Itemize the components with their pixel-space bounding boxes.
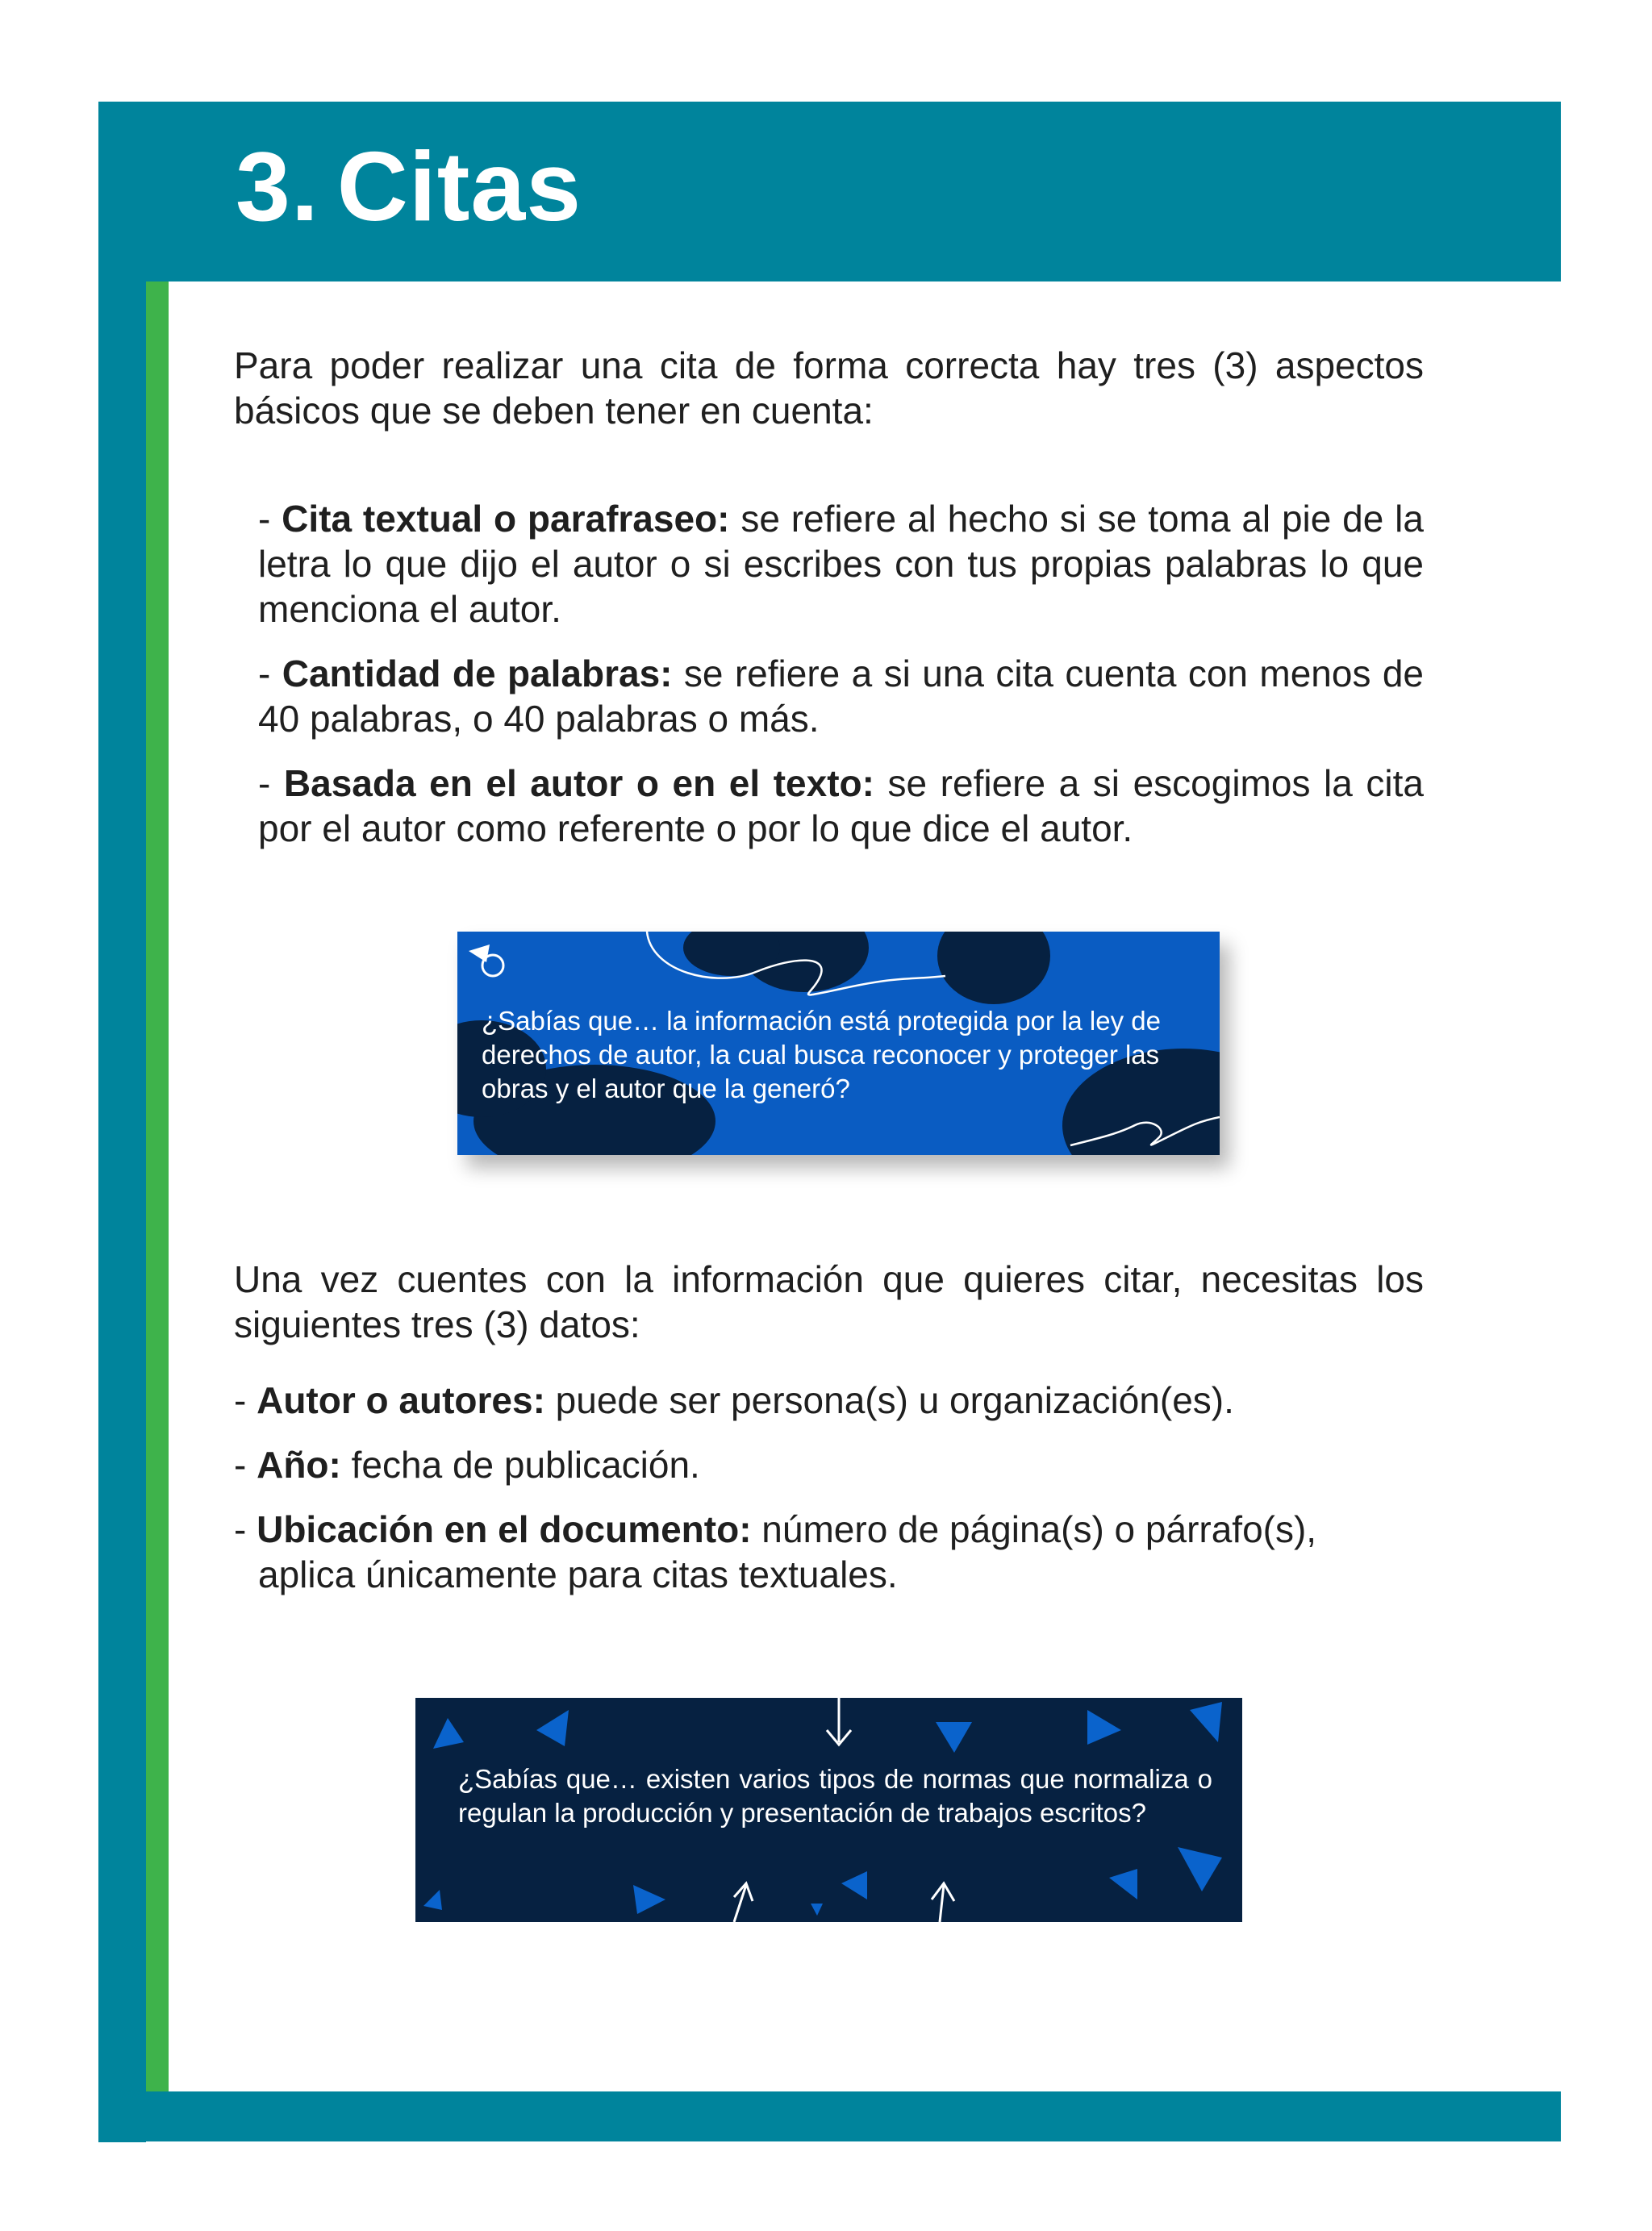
green-accent-stripe bbox=[146, 281, 169, 2091]
list-item-text: se refiere a si una cita cuenta con menos de 40 palabras, o 40 palabras o más. bbox=[258, 653, 1424, 740]
list-item-text: se refiere al hecho si se toma al pie de la letra lo que dijo el autor o si escribes con tus propias palabras lo que menciona el autor. bbox=[258, 498, 1424, 630]
list-item bbox=[234, 1378, 1424, 1423]
bottom-frame-band bbox=[98, 2091, 1561, 2141]
list-item-term: Ubicación en el documento: bbox=[257, 1508, 752, 1550]
list-item-term: Basada en el autor o en el texto: bbox=[283, 762, 874, 804]
did-you-know-callout-norms bbox=[415, 1698, 1242, 1922]
list-item-term: Autor o autores: bbox=[257, 1379, 545, 1421]
page-title bbox=[236, 131, 582, 241]
list-dash: - bbox=[234, 1508, 257, 1550]
list-item bbox=[258, 496, 1424, 632]
list-dash: - bbox=[258, 653, 282, 694]
list-item bbox=[258, 761, 1424, 851]
list-item bbox=[258, 651, 1424, 741]
did-you-know-callout-copyright bbox=[457, 932, 1220, 1155]
list-item-term: Año: bbox=[257, 1444, 341, 1486]
list-dash: - bbox=[258, 762, 284, 804]
aspects-list bbox=[258, 496, 1424, 870]
left-frame-band bbox=[98, 102, 146, 2142]
section-number: 3. bbox=[236, 131, 319, 241]
intro-paragraph: Para poder realizar una cita de forma correcta hay tres (3) aspectos básicos que se deben tener en cuenta: bbox=[234, 344, 1424, 432]
list-item-text: puede ser persona(s) u organización(es). bbox=[544, 1379, 1234, 1421]
second-intro-paragraph: Una vez cuentes con la información que quieres citar, necesitas los siguientes tres (3) datos: bbox=[234, 1258, 1424, 1345]
data-items-list bbox=[234, 1378, 1424, 1616]
list-dash: - bbox=[258, 498, 282, 540]
list-item-text: fecha de publicación. bbox=[340, 1444, 700, 1486]
list-dash: - bbox=[234, 1379, 257, 1421]
list-item-term: Cita textual o parafraseo: bbox=[282, 498, 730, 540]
callout-text: ¿Sabías que… existen varios tipos de normas que normaliza o regulan la producción y presentación de trabajos escritos? bbox=[458, 1764, 1212, 1828]
list-item-term: Cantidad de palabras: bbox=[282, 653, 673, 694]
list-dash: - bbox=[234, 1444, 257, 1486]
list-item bbox=[234, 1442, 1424, 1487]
callout-text: ¿Sabías que… la información está protegida por la ley de derechos de autor, la cual busca reconocer y proteger las obras y el autor que la generó? bbox=[482, 1006, 1161, 1103]
list-item-text: número de página(s) o párrafo(s), aplica únicamente para citas textuales. bbox=[258, 1508, 1317, 1595]
list-item bbox=[234, 1507, 1424, 1597]
list-item-text: se refiere a si escogimos la cita por el autor como referente o por lo que dice el autor. bbox=[258, 762, 1424, 849]
section-title: Citas bbox=[336, 131, 582, 241]
